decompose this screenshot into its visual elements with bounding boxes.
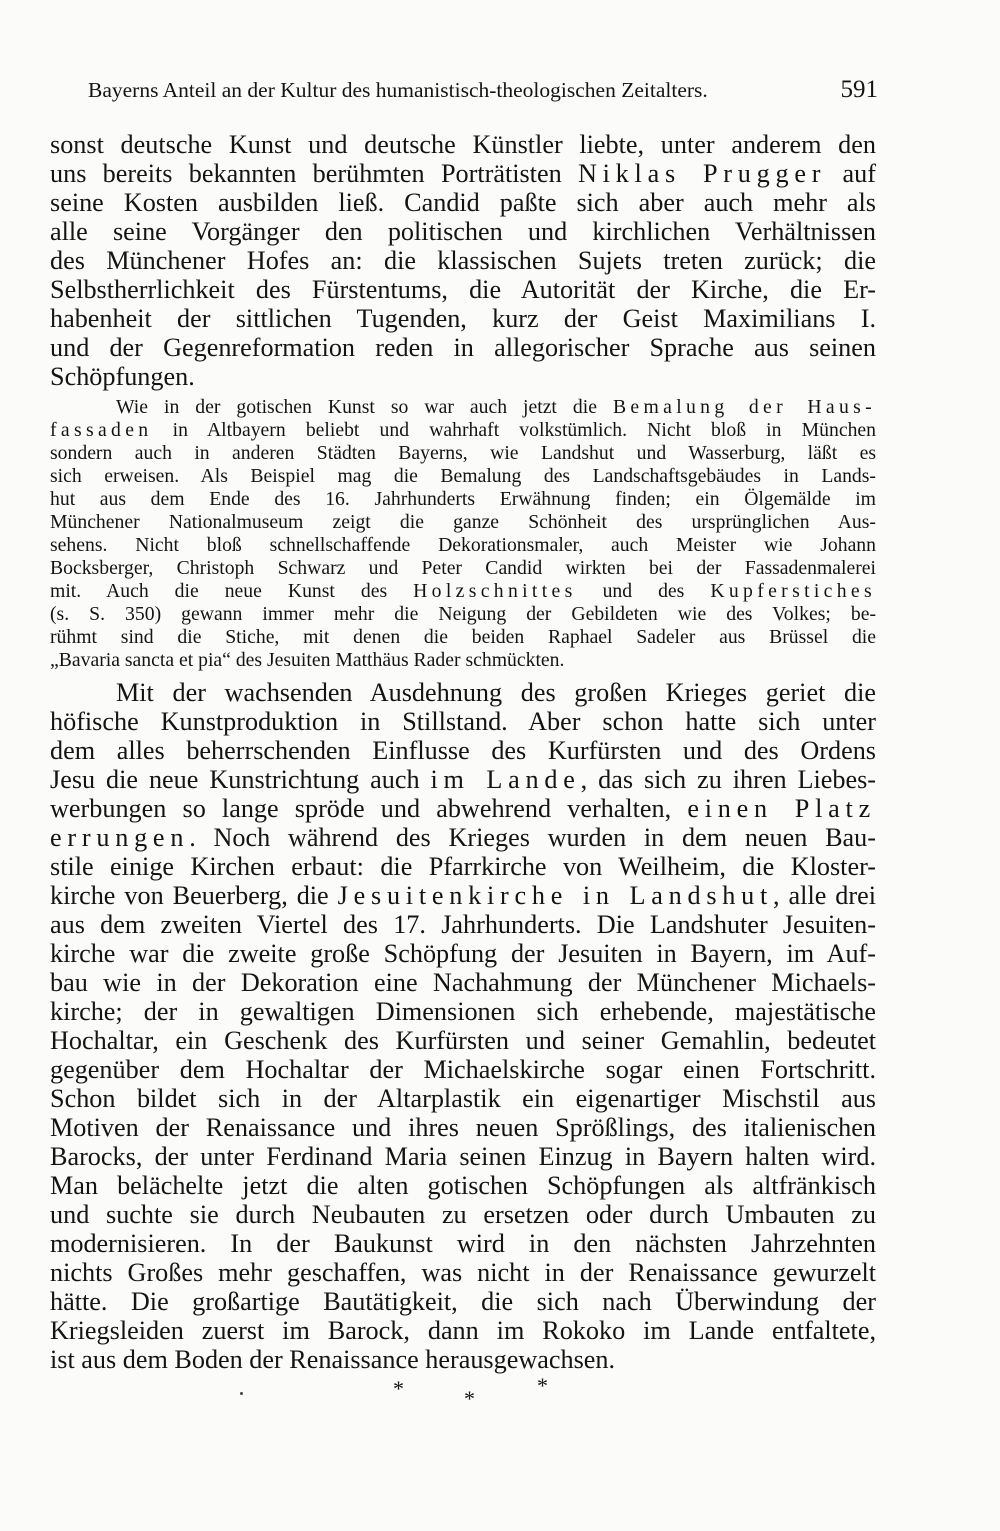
text-line: modernisieren. In der Baukunst wird in den nächsten Jahrzehnten — [50, 1229, 876, 1258]
text-line: Motiven der Renaissance und ihres neuen Sprößlings, des italienischen — [50, 1113, 876, 1142]
text-line: dem alles beherrschenden Einflusse des Kurfürsten und des Ordens — [50, 736, 876, 765]
text-line: hätte. Die großartige Bautätigkeit, die sich nach Überwindung der — [50, 1287, 876, 1316]
spaced-term: Kupferstiches — [710, 580, 876, 602]
text-line: sonst deutsche Kunst und deutsche Künstler liebte, unter anderem den — [50, 130, 876, 159]
text-line: errungen. Noch während des Krieges wurden in dem neuen Bau- — [50, 823, 876, 852]
text-line: kirche von Beuerberg, die Jesuitenkirche in Landshut, alle drei — [50, 881, 877, 910]
text-line: uns bereits bekannten berühmten Porträtisten Niklas Prugger auf — [50, 159, 876, 188]
note-line: Bocksberger, Christoph Schwarz und Peter Candid wirkten bei der Fassadenmalerei — [50, 557, 876, 579]
text-line: aus dem zweiten Viertel des 17. Jahrhunderts. Die Landshuter Jesuiten- — [50, 910, 876, 939]
text-line: Schon bildet sich in der Altarplastik ein eigenartiger Mischstil aus — [50, 1084, 876, 1113]
text-line: Barocks, der unter Ferdinand Maria seinen Einzug in Bayern halten wird. — [50, 1142, 876, 1171]
note-line: rühmt sind die Stiche, mit denen die beiden Raphael Sadeler aus Brüssel die — [50, 626, 876, 648]
text-line: gegenüber dem Hochaltar der Michaelskirche sogar einen Fortschritt. — [50, 1055, 876, 1084]
page-number: 591 — [840, 76, 878, 103]
note-line: sehens. Nicht bloß schnellschaffende Dekorationsmaler, auch Meister wie Johann — [50, 534, 876, 556]
asterisk-right: * — [537, 1373, 548, 1398]
text-line: Man belächelte jetzt die alten gotischen Schöpfungen als altfränkisch — [50, 1171, 876, 1200]
spaced-term: Bemalung der Haus- — [612, 396, 877, 418]
page-header — [88, 73, 878, 107]
note-line: hut aus dem Ende des 16. Jahrhunderts Erwähnung finden; ein Ölgemälde im — [50, 488, 876, 510]
text-line: kirche war die zweite große Schöpfung der Jesuiten in Bayern, im Auf- — [50, 939, 876, 968]
text-line: Hochaltar, ein Geschenk des Kurfürsten und seiner Gemahlin, bedeutet — [50, 1026, 876, 1055]
text-line: bau wie in der Dekoration eine Nachahmung der Münchener Michaels- — [50, 968, 876, 997]
note-line: mit. Auch die neue Kunst des Holzschnittes und des Kupferstiches — [50, 580, 876, 602]
spaced-term: Holzschnittes — [413, 580, 577, 602]
text-line: kirche; der in gewaltigen Dimensionen sich erhebende, majestätische — [50, 997, 876, 1026]
text-line: des Münchener Hofes an: die klassischen Sujets treten zurück; die — [50, 246, 876, 275]
text-line: stile einige Kirchen erbaut: die Pfarrkirche von Weilheim, die Kloster- — [50, 852, 876, 881]
note-line: „Bavaria sancta et pia“ des Jesuiten Matthäus Rader schmückten. — [50, 649, 565, 671]
asterisk-left: * — [393, 1376, 404, 1401]
text-line: Jesu die neue Kunstrichtung auch im Lande, das sich zu ihren Liebes- — [50, 765, 876, 794]
text-line: und suchte sie durch Neubauten zu ersetzen oder durch Umbauten zu — [50, 1200, 876, 1229]
text-line: ist aus dem Boden der Renaissance herausgewachsen. — [50, 1345, 616, 1374]
spaced-term: einen Platz — [687, 794, 876, 823]
text-line: und der Gegenreformation reden in allegorischer Sprache aus seinen — [50, 333, 876, 362]
spaced-term: Jesuitenkirche in Landshut — [337, 881, 774, 910]
note-line: sich erweisen. Als Beispiel mag die Bemalung des Landschaftsgebäudes in Lands- — [50, 465, 876, 487]
text-line: nichts Großes mehr geschaffen, was nicht in der Renaissance gewurzelt — [50, 1258, 876, 1287]
text-line: seine Kosten ausbilden ließ. Candid paßte sich aber auch mehr als — [50, 188, 876, 217]
text-line: Kriegsleiden zuerst im Barock, dann im Rokoko im Lande entfaltete, — [50, 1316, 876, 1345]
note-line: sondern auch in anderen Städten Bayerns, wie Landshut und Wasserburg, läßt es — [50, 442, 876, 464]
running-head: Bayerns Anteil an der Kultur des humanistisch-theologischen Zeitalters. — [88, 78, 708, 102]
text-line: Mit der wachsenden Ausdehnung des großen Krieges geriet die — [116, 678, 876, 707]
text-line: Schöpfungen. — [50, 362, 195, 391]
spaced-term: im Lande — [430, 765, 581, 794]
text-line: werbungen so lange spröde und abwehrend verhalten, einen Platz — [50, 794, 876, 823]
stray-dot — [240, 1392, 243, 1395]
spaced-term: fassaden — [50, 419, 153, 441]
text-line: alle seine Vorgänger den politischen und kirchlichen Verhältnissen — [50, 217, 876, 246]
text-line: höfische Kunstproduktion in Stillstand. Aber schon hatte sich unter — [50, 707, 876, 736]
note-line: Münchener Nationalmuseum zeigt die ganze Schönheit des ursprünglichen Aus- — [50, 511, 876, 533]
spaced-term: errungen — [50, 823, 190, 852]
text-line: Selbstherrlichkeit des Fürstentums, die Autorität der Kirche, die Er- — [50, 275, 876, 304]
note-line: fassaden in Altbayern beliebt und wahrhaft volkstümlich. Nicht bloß in München — [50, 419, 876, 441]
asterisk-middle: * — [464, 1386, 475, 1411]
spaced-name: Niklas Prugger — [577, 159, 827, 188]
note-line: (s. S. 350) gewann immer mehr die Neigung der Gebildeten wie des Volkes; be- — [50, 603, 876, 625]
text-line: habenheit der sittlichen Tugenden, kurz der Geist Maximilians I. — [50, 304, 876, 333]
note-line: Wie in der gotischen Kunst so war auch jetzt die Bemalung der Haus- — [116, 396, 877, 418]
